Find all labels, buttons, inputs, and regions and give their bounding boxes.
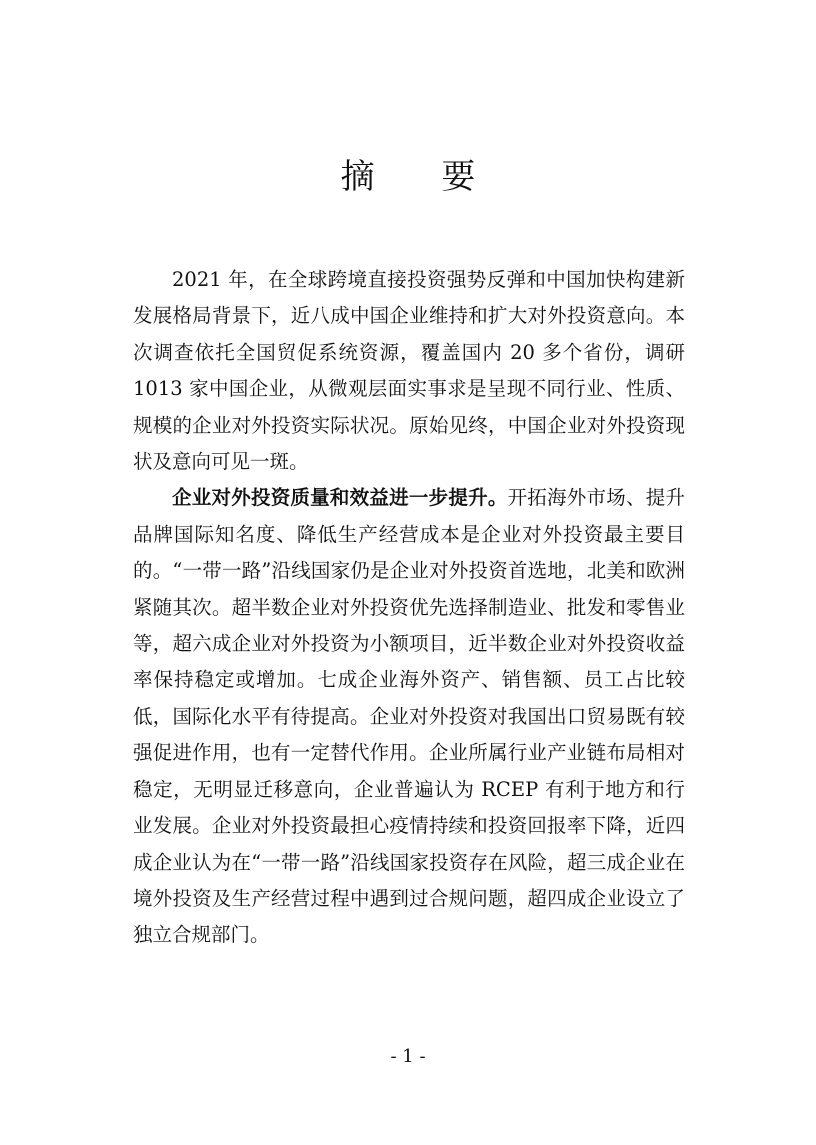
page-title: 摘 要 (340, 157, 504, 197)
page-number: - 1 - (390, 1046, 426, 1067)
body-text (133, 262, 685, 954)
paragraph-intro (133, 262, 685, 480)
paragraph-findings-text: 开拓海外市场、提升品牌国际知名度、降低生产经营成本是企业对外投资最主要目的。“一带一路”沿线国家仍是企业对外投资首选地，北美和欧洲紧随其次。超半数企业对外投资优先选择制造业、批发和零售业等，超六成企业对外投资为小额项目，近半数企业对外投资收益率保持稳定或增加。七成企业海外资产、销售额、员工占比较低，国际化水平有待提高。企业对外投资对我国出口贸易既有较强促进作用，也有一定替代作用。企业所属行业产业链布局相对稳定，无明显迁移意向，企业普遍认为 RCEP 有利于地方和行业发展。企业对外投资最担心疫情持续和投资回报率下降，近四成企业认为在“一带一路”沿线国家投资存在风险，超三成企业在境外投资及生产经营过程中遇到过合规问题，超四成企业设立了独立合规部门。 (133, 486, 685, 947)
paragraph-findings-lead: 企业对外投资质量和效益进一步提升。 (172, 486, 508, 510)
paragraph-intro-text: 2021 年，在全球跨境直接投资强势反弹和中国加快构建新发展格局背景下，近八成中国企业维持和扩大对外投资意向。本次调查依托全国贸促系统资源，覆盖国内 20 多个省份，调研 1013 家中国企业，从微观层面实事求是呈现不同行业、性质、规模的企业对外投资实际状况。原始见终，中国企业对外投资现状及意向可见一斑。 (133, 268, 685, 474)
paragraph-findings (133, 480, 685, 953)
